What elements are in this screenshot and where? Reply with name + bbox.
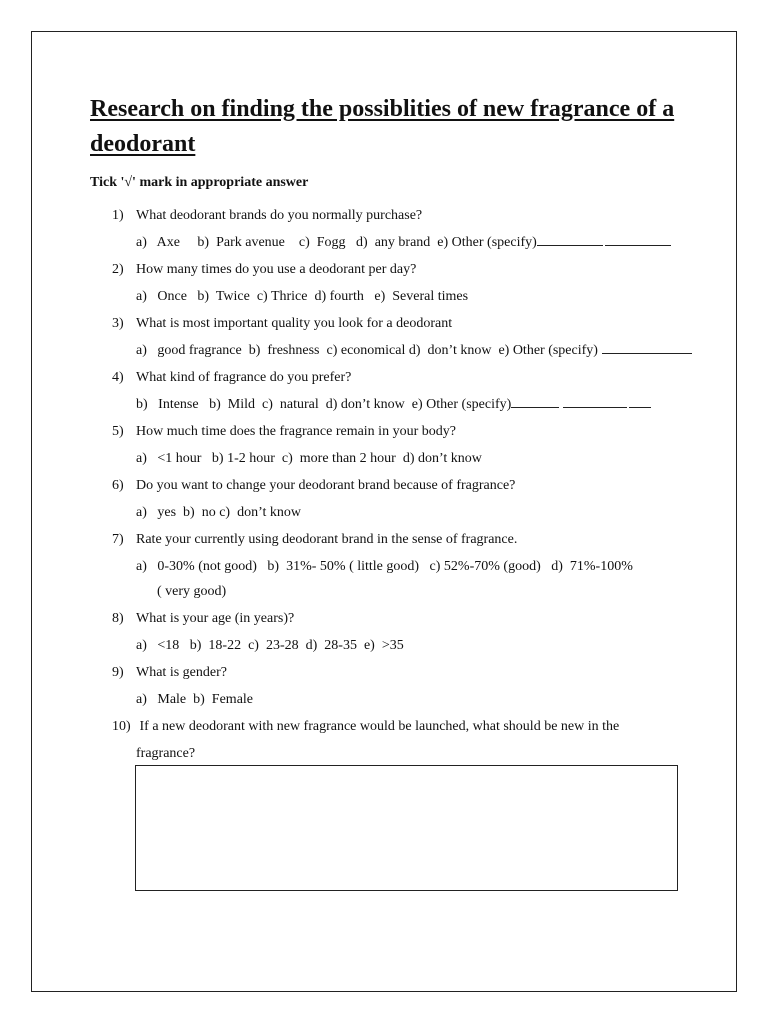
document-title: Research on finding the possiblities of new fragrance of a deodorant <box>90 96 675 157</box>
question-text: Rate your currently using deodorant brand in the sense of fragrance. <box>136 532 518 547</box>
question-number: 8) <box>112 611 124 626</box>
question-text: If a new deodorant with new fragrance would be launched, what should be new in the <box>136 719 620 734</box>
question-number: 1) <box>112 208 124 223</box>
answer-text: b) Intense b) Mild c) natural d) don’t know e) Other (specify) <box>136 397 512 412</box>
answer-text: a) Male b) Female <box>136 692 254 707</box>
question-number: 2) <box>112 262 124 277</box>
answer-text: a) Axe b) Park avenue c) Fogg d) any brand e) Other (specify) <box>136 235 537 250</box>
instruction-text: Tick '√' mark in appropriate answer <box>90 175 309 190</box>
question-number: 7) <box>112 532 124 547</box>
question-text: Do you want to change your deodorant brand because of fragrance? <box>136 478 516 493</box>
question-text: What kind of fragrance do you prefer? <box>136 370 352 385</box>
question-text: How much time does the fragrance remain in your body? <box>136 424 456 439</box>
question-number: 9) <box>112 665 124 680</box>
specify-blank[interactable] <box>648 343 692 354</box>
answer-textbox[interactable] <box>135 765 678 891</box>
answer-options <box>136 342 692 360</box>
answer-text: a) good fragrance b) freshness c) economical d) don’t know e) Other (specify) <box>136 343 598 358</box>
question-number: 3) <box>112 316 124 331</box>
question-number: 10) <box>112 719 131 734</box>
answer-text: a) yes b) no c) don’t know <box>136 505 301 520</box>
question-text: How many times do you use a deodorant per day? <box>136 262 417 277</box>
specify-blank[interactable] <box>563 397 627 408</box>
answer-text: a) Once b) Twice c) Thrice d) fourth e) Several times <box>136 289 469 304</box>
question-number: 6) <box>112 478 124 493</box>
answer-options <box>136 396 651 414</box>
specify-blank[interactable] <box>629 397 651 408</box>
answer-text: a) <18 b) 18-22 c) 23-28 d) 28-35 e) >35 <box>136 638 404 653</box>
answer-text: a) <1 hour b) 1-2 hour c) more than 2 hour d) don’t know <box>136 451 482 466</box>
specify-blank[interactable] <box>605 235 671 246</box>
specify-blank[interactable] <box>537 235 603 246</box>
answer-text: a) 0-30% (not good) b) 31%- 50% ( little good) c) 52%-70% (good) d) 71%-100% <box>136 559 633 574</box>
specify-blank[interactable] <box>511 397 559 408</box>
answer-text-continued: ( very good) <box>157 584 227 599</box>
specify-blank[interactable] <box>602 343 648 354</box>
question-text: What is gender? <box>136 665 227 680</box>
question-number: 4) <box>112 370 124 385</box>
question-number: 5) <box>112 424 124 439</box>
question-text: What is your age (in years)? <box>136 611 295 626</box>
question-text: What is most important quality you look for a deodorant <box>136 316 453 331</box>
question-text: What deodorant brands do you normally purchase? <box>136 208 423 223</box>
question-text-continued: fragrance? <box>136 746 196 761</box>
answer-options <box>136 234 671 252</box>
